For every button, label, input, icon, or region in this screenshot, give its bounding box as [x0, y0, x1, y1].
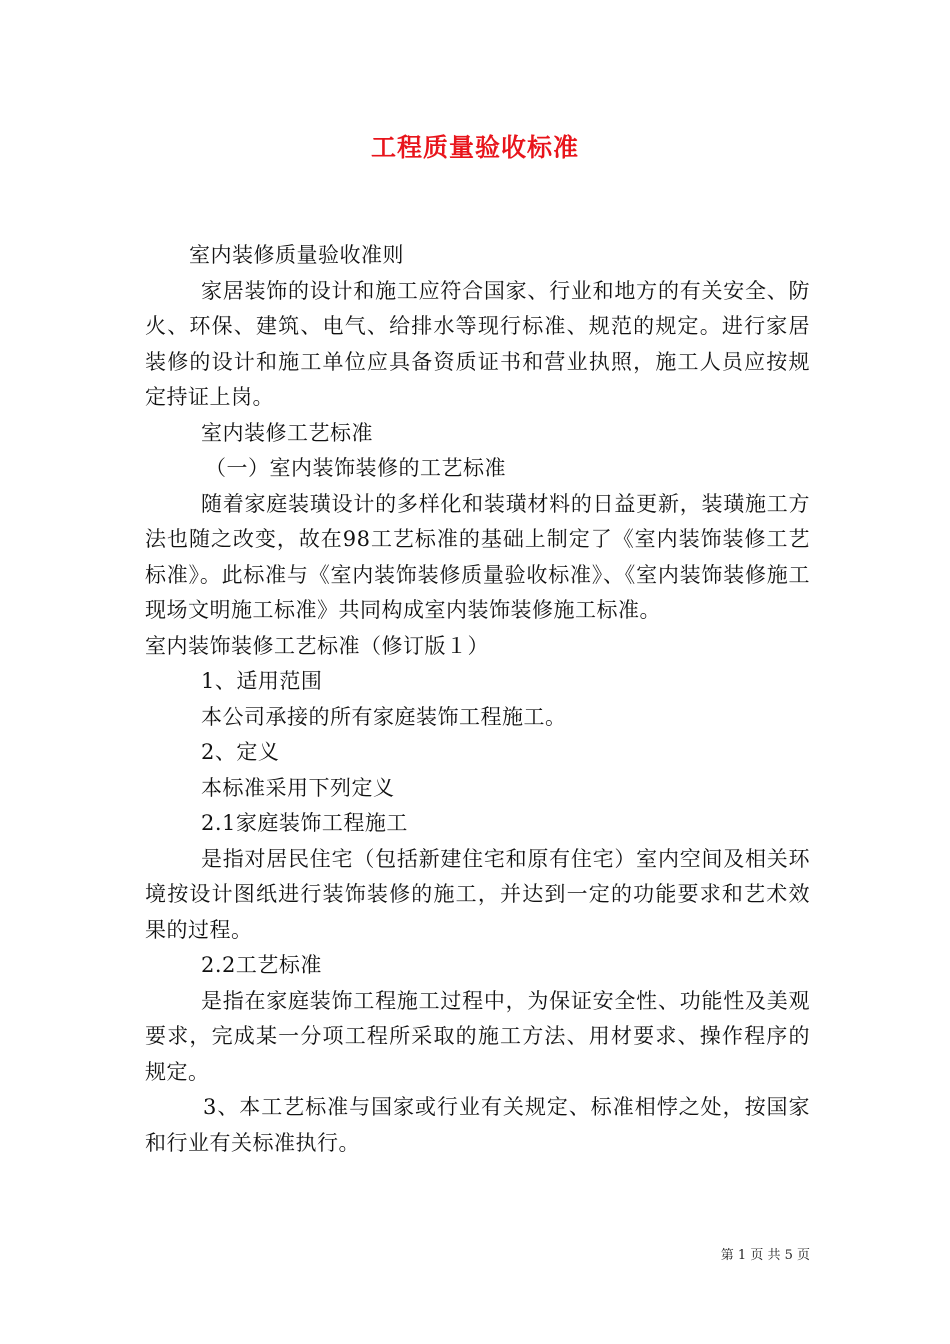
paragraph-standard-background: 随着家庭装璜设计的多样化和装璜材料的日益更新，装璜施工方法也随之改变，故在98工艺标准的基础上制定了《室内装饰装修工艺标准》。此标准与《室内装饰装修质量验收标准》、《室内装饰装修施工现场文明施工标准》共同构成室内装饰装修施工标准。: [145, 491, 810, 622]
page-number-footer: 第 1 页 共 5 页: [720, 1248, 810, 1263]
paragraph-subheading-decoration-process: （一）室内装饰装修的工艺标准: [205, 456, 506, 480]
paragraph-heading-acceptance-rules: 室内装修质量验收准则: [189, 243, 404, 267]
paragraph-definition-2-2-title: 2.2工艺标准: [201, 953, 322, 977]
paragraph-definition-2-1-title: 2.1家庭装饰工程施工: [201, 811, 408, 835]
paragraph-section-3: 3、本工艺标准与国家或行业有关规定、标准相悖之处，按国家和行业有关标准执行。: [145, 1095, 810, 1155]
paragraph-revision-title: 室内装饰装修工艺标准（修订版１）: [145, 633, 489, 658]
document-title: 工程质量验收标准: [370, 133, 579, 162]
paragraph-section-scope: 1、适用范围: [201, 669, 323, 693]
paragraph-general-requirements: 家居装饰的设计和施工应符合国家、行业和地方的有关安全、防火、环保、建筑、电气、给排水等现行标准、规范的规定。进行家居装修的设计和施工单位应具备资质证书和营业执照，施工人员应按规定持证上岗。: [145, 278, 810, 409]
paragraph-definition-2-1-text: 是指对居民住宅（包括新建住宅和原有住宅）室内空间及相关环境按设计图纸进行装饰装修的施工，并达到一定的功能要求和艺术效果的过程。: [145, 846, 810, 942]
paragraph-scope-text: 本公司承接的所有家庭装饰工程施工。: [201, 704, 567, 729]
document-body: [145, 238, 810, 1161]
paragraph-definitions-intro: 本标准采用下列定义: [201, 775, 395, 800]
paragraph-section-definitions: 2、定义: [201, 740, 280, 764]
paragraph-definition-2-2-text: 是指在家庭装饰工程施工过程中，为保证安全性、功能性及美观要求，完成某一分项工程所采取的施工方法、用材要求、操作程序的规定。: [145, 988, 810, 1084]
paragraph-heading-process-standard: 室内装修工艺标准: [201, 420, 373, 445]
